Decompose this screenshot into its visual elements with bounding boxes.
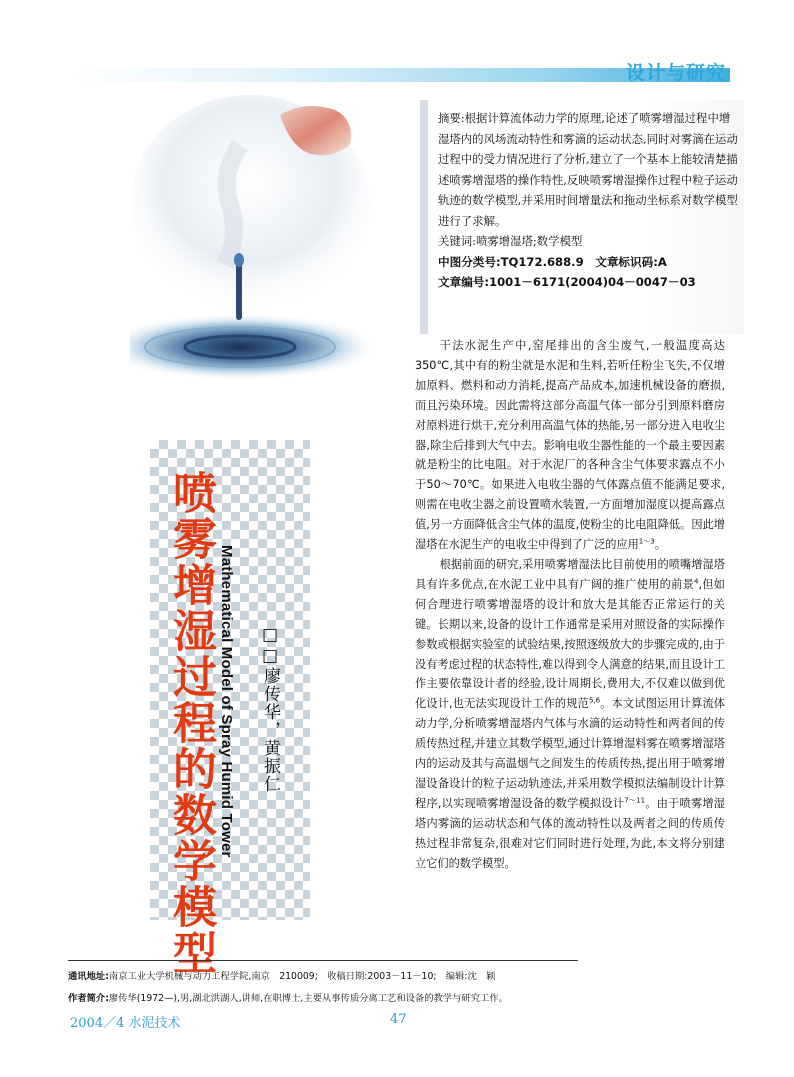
article-title-cn: 喷雾增湿过程的数学模型 [165,470,216,976]
paragraph-2-text-b: ,但如何合理进行喷雾增湿塔的设计和放大是其能否正常运行的关键。长期以来,设备的设计工作通常是采用对照设备的实际操作参数或根据实验室的试验结果,按照逐级放大的步骤完成的,由于没有考虑过程的状态特性,难以得到令人满意的结果,而且设计工作主要依靠设计者的经验,设计周期长,费用大,不仅难以做到优化设计,也无法实现设计工作的规范 [415,577,725,711]
paragraph-1-text: 干法水泥生产中,窑尾排出的含尘废气,一般温度高达350℃,其中有的粉尘就是水泥和生料,若听任粉尘飞失,不仅增加原料、燃料和动力消耗,提高产品成本,加速机械设备的磨损,而且污染环境。因此需将这部分高温气体一部分引到原料磨房对原料进行烘干,充分利用高温气体的热能,另一部分进入电收尘器,除尘后排到大气中去。影响电收尘器性能的一个最主要因素就是粉尘的比电阻。对于水泥厂的各种含尘气体要求露点不小于50～70℃。如果进入电收尘器的气体露点值不能满足要求,则需在电收尘器之前设置喷水装置,一方面增加湿度以提高露点值,另一方面降低含尘气体的温度,使粉尘的比电阻降低。因此增湿塔在水泥生产的电收尘中得到了广泛的应用 [415,339,725,552]
footnote-address-text: 南京工业大学机械与动力工程学院,南京 210009; 收稿日期:2003－11－10; 编辑:沈 颖 [108,971,496,982]
footnote-address [68,968,668,982]
article-title-en: Mathematical Model of Spray Humid Tower [218,545,235,858]
abstract-text: 摘要:根据计算流体动力学的原理,论述了喷雾增湿过程中增湿塔内的风场流动特性和雾滴的运动状态,同时对雾滴在运动过程中的受力情况进行了分析,建立了一个基本上能较清楚描述喷雾增湿塔的操作特性,反映喷雾增湿操作过程中粒子运动轨迹的数学模型,并采用时间增量法和拖动坐标系对数学模型进行了求解。 [438,111,738,228]
water-drop-illustration [130,85,400,415]
article-number: 文章编号:1001－6171(2004)04－0047－03 [438,275,696,289]
citation-ref: 1～3 [638,537,655,546]
citation-ref: 5,6 [588,696,601,705]
keywords: 关键词:喷雾增湿塔;数学模型 [438,234,583,248]
clc-number: 中图分类号:TQ172.688.9 文章标识码:A [438,254,667,269]
body-paragraph-1 [415,336,725,555]
body-text [415,336,725,873]
paragraph-1-end: 。 [654,538,666,552]
article-authors: □□廖传华，黄振仁 [260,625,280,793]
footnote-bio-label: 作者简介: [68,993,109,1004]
abstract-box [420,100,744,334]
section-label: 设计与研究 [625,62,726,84]
paragraph-2-text-a: 根据前面的研究,采用喷雾增湿法比目前使用的喷嘴增湿塔具有许多优点,在水泥工业中具有广阔的推广使用的前景 [415,557,725,591]
footnote-author-bio [68,990,668,1004]
page-number: 47 [390,1012,407,1027]
footnote-bio-text: 廖传华(1972—),男,湖北洪湖人,讲师,在职博士,主要从事传质分离工艺和设备的教学与研究工作。 [108,993,508,1004]
paragraph-2-text-c: 。本文试图运用计算流体动力学,分析喷雾增湿塔内气体与水滴的运动特性和两者间的传质传热过程,并建立其数学模型,通过计算增湿料雾在喷雾增湿塔内的运动及其与高温烟气之间发生的传质传热,提出用于喷雾增湿设备设计的粒子运动轨迹法,并采用数学模拟法编制设计计算程序,以实现喷雾增湿设备的数学模拟设计 [415,697,725,810]
body-paragraph-2 [415,555,725,874]
journal-folio: 2004／4 水泥技术 [70,1016,181,1031]
paragraph-2-text-d: 。由于喷雾增湿塔内雾滴的运动状态和气体的流动特性以及两者之间的传质传热过程非常复杂,很难对它们同时进行处理,为此,本文将分别建立它们的数学模型。 [415,796,725,870]
footnote-rule [68,960,578,961]
citation-ref: 4 [694,577,699,586]
citation-ref: 7～11 [624,796,646,805]
footnote-address-label: 通讯地址: [68,971,109,982]
